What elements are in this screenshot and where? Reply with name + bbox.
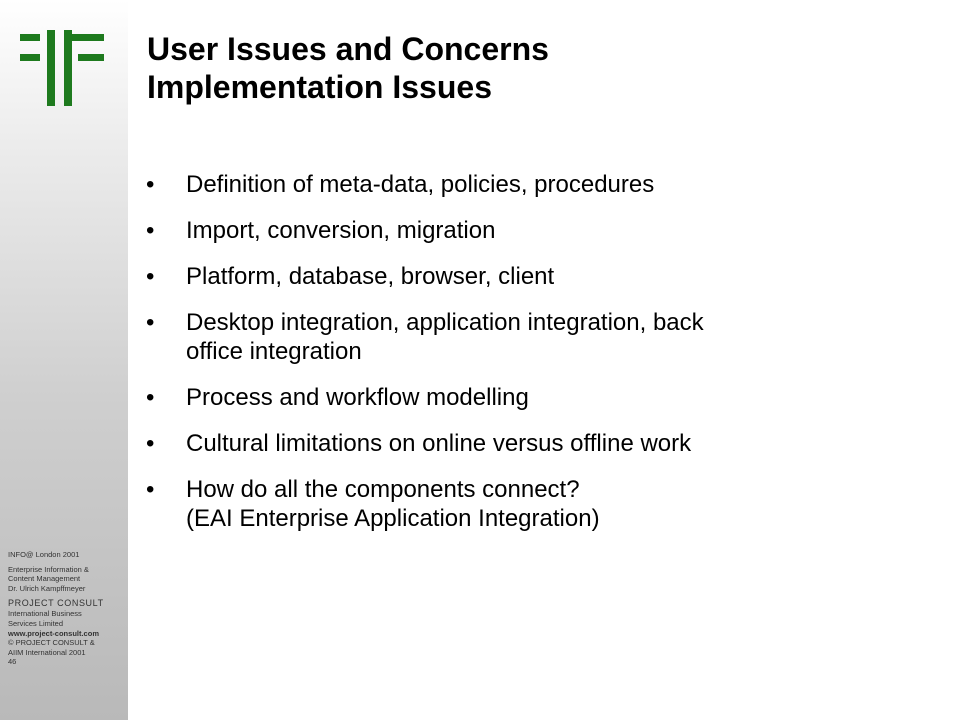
pc-logo-icon	[20, 30, 106, 106]
bullet-item	[146, 308, 926, 366]
bullet-item	[146, 429, 926, 458]
bullet-text: Definition of meta-data, policies, procedures	[186, 171, 655, 198]
bullet-text-line-1: Desktop integration, application integration, back	[186, 309, 704, 336]
bullet-text: Cultural limitations on online versus offline work	[186, 430, 692, 457]
title-line-1: User Issues and Concerns	[147, 31, 549, 67]
bullet-icon: •	[146, 309, 155, 336]
event-text: INFO@ London 2001	[8, 550, 80, 559]
bullet-text-line-2: (EAI Enterprise Application Integration)	[186, 505, 600, 532]
bullet-item	[146, 216, 926, 245]
sidebar	[0, 0, 128, 720]
title-line-2: Implementation Issues	[147, 69, 492, 105]
bullet-list	[146, 170, 926, 550]
website-link[interactable]: www.project-consult.com	[8, 628, 99, 638]
bullet-icon: •	[146, 263, 155, 290]
bullet-icon: •	[146, 217, 155, 244]
author-text: Dr. Ulrich Kampffmeyer	[8, 583, 86, 593]
bullet-text: Process and workflow modelling	[186, 384, 529, 411]
bullet-text: Import, conversion, migration	[186, 217, 496, 244]
company-line-1: International Business	[8, 609, 82, 619]
bullet-icon: •	[146, 476, 155, 503]
bullet-text-line-2: office integration	[186, 338, 362, 365]
footer-info	[8, 550, 126, 667]
bullet-item	[146, 383, 926, 412]
bullet-icon: •	[146, 171, 155, 198]
bullet-text: Platform, database, browser, client	[186, 263, 555, 290]
topic-line-1: Enterprise Information &	[8, 564, 89, 574]
page-number: 46	[8, 657, 17, 667]
bullet-item	[146, 262, 926, 291]
bullet-icon: •	[146, 384, 155, 411]
brand-text: PROJECT CONSULT	[8, 598, 104, 609]
company-line-2: Services Limited	[8, 618, 64, 628]
bullet-icon: •	[146, 430, 155, 457]
bullet-item	[146, 475, 926, 533]
bullet-item	[146, 170, 926, 199]
copyright-line-1: © PROJECT CONSULT &	[8, 638, 95, 648]
bullet-text-line-1: How do all the components connect?	[186, 476, 580, 503]
copyright-line-2: AIIM International 2001	[8, 647, 86, 657]
slide-title	[147, 30, 927, 106]
topic-line-2: Content Management	[8, 574, 81, 584]
